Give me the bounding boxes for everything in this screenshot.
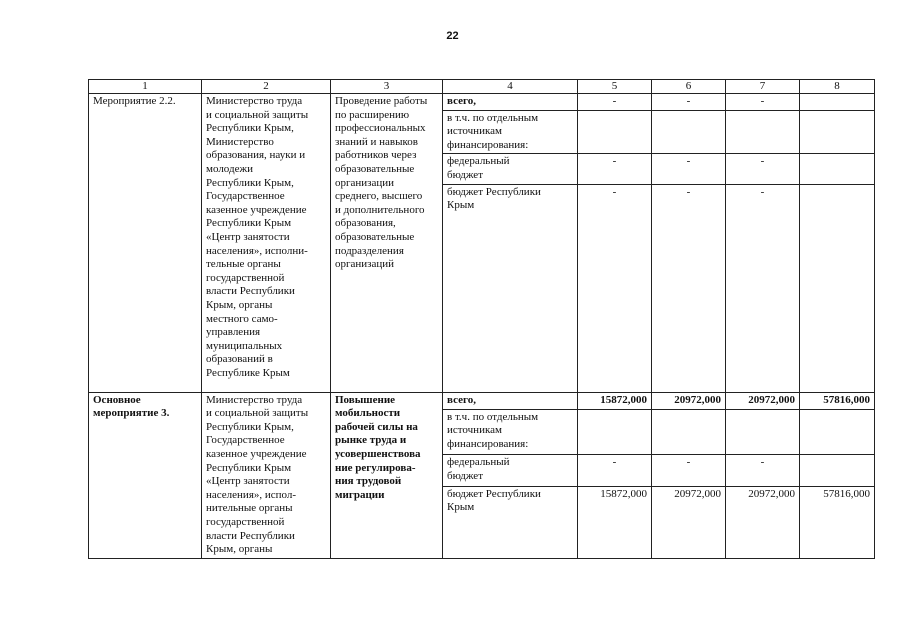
value-cell: - — [726, 455, 800, 486]
regional-label-line: Крым — [447, 199, 475, 212]
description-line: среднего, высшего — [335, 190, 423, 203]
table-row — [89, 94, 875, 111]
description-line: Повышение — [335, 393, 396, 406]
federal-label — [443, 154, 578, 184]
sources-label — [443, 110, 578, 154]
sources-label-line: в т.ч. по отдельным — [447, 111, 539, 124]
description-line: образования, — [335, 217, 396, 230]
table-row — [89, 392, 875, 409]
executors-cell — [202, 94, 331, 393]
description-line: подразделения — [335, 244, 404, 257]
description-line: и дополнительного — [335, 203, 425, 216]
column-number: 2 — [202, 80, 331, 94]
measure-id-cell — [89, 392, 202, 558]
column-number: 6 — [652, 80, 726, 94]
description-line: организаций — [335, 258, 395, 271]
executors-line: власти Республики — [206, 529, 295, 542]
executors-line: нительные органы — [206, 502, 293, 515]
value-cell: 57816,000 — [800, 392, 875, 409]
description-line: работников через — [335, 149, 417, 162]
executors-line: власти Республики — [206, 285, 295, 298]
description-line: организации — [335, 176, 395, 189]
executors-line: Министерство труда — [206, 393, 303, 406]
description-line: мобильности — [335, 407, 401, 420]
value-cell — [800, 184, 875, 392]
executors-line: Государственное — [206, 190, 285, 203]
sources-label-line: финансирования: — [447, 138, 529, 151]
federal-label-line: федеральный — [447, 155, 510, 168]
value-cell: - — [652, 154, 726, 184]
description-line: рабочей силы на — [335, 420, 418, 433]
executors-line: образования, науки и — [206, 149, 306, 162]
description-line: знаний и навыков — [335, 135, 418, 148]
sources-label-line: финансирования: — [447, 437, 529, 450]
measure-id-line: мероприятие 3. — [93, 407, 170, 420]
measure-id: Мероприятие 2.2. — [93, 95, 176, 107]
executors-line: казенное учреждение — [206, 447, 307, 460]
value-cell: 57816,000 — [800, 486, 875, 558]
executors-line: Крым, органы — [206, 543, 273, 556]
financing-table — [88, 79, 875, 559]
executors-line: тельные органы — [206, 258, 281, 271]
column-number: 8 — [800, 80, 875, 94]
value-cell: 15872,000 — [578, 486, 652, 558]
regional-label — [443, 486, 578, 558]
executors-line: и социальной защиты — [206, 108, 309, 121]
description-cell — [331, 392, 443, 558]
value-cell — [726, 409, 800, 455]
value-cell: - — [578, 94, 652, 111]
executors-line: Государственное — [206, 434, 285, 447]
description-line: ния трудовой — [335, 475, 402, 488]
value-cell: - — [652, 94, 726, 111]
executors-line: «Центр занятости — [206, 230, 290, 243]
description-line: ние регулирова- — [335, 461, 416, 474]
column-number: 4 — [443, 80, 578, 94]
executors-line: местного само- — [206, 312, 278, 325]
executors-line: Республики Крым — [206, 461, 292, 474]
value-cell — [800, 409, 875, 455]
column-number: 5 — [578, 80, 652, 94]
measure-id-cell — [89, 94, 202, 393]
value-cell — [578, 110, 652, 154]
description-line: профессиональных — [335, 122, 426, 135]
sources-label-line: в т.ч. по отдельным — [447, 410, 539, 423]
value-cell: - — [726, 94, 800, 111]
value-cell — [652, 409, 726, 455]
value-cell — [800, 455, 875, 486]
value-cell — [800, 94, 875, 111]
federal-label-line: бюджет — [447, 168, 483, 181]
value-cell: 20972,000 — [726, 392, 800, 409]
total-label: всего, — [443, 94, 578, 111]
sources-label-line: источникам — [447, 125, 502, 138]
value-cell: 15872,000 — [578, 392, 652, 409]
executors-line: Республике Крым — [206, 366, 290, 379]
value-cell — [652, 110, 726, 154]
description-line: Проведение работы — [335, 95, 428, 107]
value-cell — [800, 154, 875, 184]
executors-line: Республики Крым, — [206, 176, 294, 189]
executors-line: государственной — [206, 515, 285, 528]
executors-line: государственной — [206, 271, 285, 284]
value-cell: 20972,000 — [652, 486, 726, 558]
regional-label-line: Крым — [447, 501, 475, 514]
column-number: 1 — [89, 80, 202, 94]
value-cell: - — [578, 184, 652, 392]
description-line: усовершенствова — [335, 447, 421, 460]
measure-id-line: Основное — [93, 393, 141, 406]
column-number: 7 — [726, 80, 800, 94]
executors-cell — [202, 392, 331, 558]
executors-line: управления — [206, 326, 261, 339]
regional-label-line: бюджет Республики — [447, 185, 541, 198]
executors-line: Республики Крым, — [206, 420, 294, 433]
federal-label-line: бюджет — [447, 469, 483, 482]
description-line: миграции — [335, 488, 385, 501]
executors-line: Республики Крым — [206, 217, 292, 230]
value-cell: - — [726, 154, 800, 184]
total-label: всего, — [443, 392, 578, 409]
executors-line: казенное учреждение — [206, 203, 307, 216]
executors-line: «Центр занятости — [206, 475, 290, 488]
regional-label — [443, 184, 578, 392]
executors-line: Республики Крым, — [206, 122, 294, 135]
executors-line: населения», испол- — [206, 488, 297, 501]
executors-line: Крым, органы — [206, 298, 273, 311]
federal-label-line: федеральный — [447, 456, 510, 469]
description-line: образовательные — [335, 162, 415, 175]
value-cell — [578, 409, 652, 455]
value-cell — [726, 110, 800, 154]
executors-line: Министерство — [206, 135, 274, 148]
description-cell — [331, 94, 443, 393]
value-cell: - — [578, 455, 652, 486]
executors-line: образований в — [206, 353, 273, 366]
value-cell: 20972,000 — [652, 392, 726, 409]
value-cell: - — [652, 184, 726, 392]
executors-line: и социальной защиты — [206, 407, 309, 420]
executors-line: молодежи — [206, 162, 253, 175]
value-cell: - — [652, 455, 726, 486]
page-number: 22 — [446, 30, 459, 42]
value-cell — [800, 110, 875, 154]
column-number: 3 — [331, 80, 443, 94]
regional-label-line: бюджет Республики — [447, 487, 541, 500]
sources-label — [443, 409, 578, 455]
executors-line: муниципальных — [206, 339, 283, 352]
federal-label — [443, 455, 578, 486]
description-line: по расширению — [335, 108, 410, 121]
description-line: рынке труда и — [335, 434, 407, 447]
sources-label-line: источникам — [447, 424, 502, 437]
value-cell: - — [578, 154, 652, 184]
description-line: образовательные — [335, 230, 415, 243]
column-number-row — [89, 80, 875, 94]
executors-line: населения», исполни- — [206, 244, 308, 257]
executors-line: Министерство труда — [206, 95, 303, 107]
value-cell: 20972,000 — [726, 486, 800, 558]
value-cell: - — [726, 184, 800, 392]
